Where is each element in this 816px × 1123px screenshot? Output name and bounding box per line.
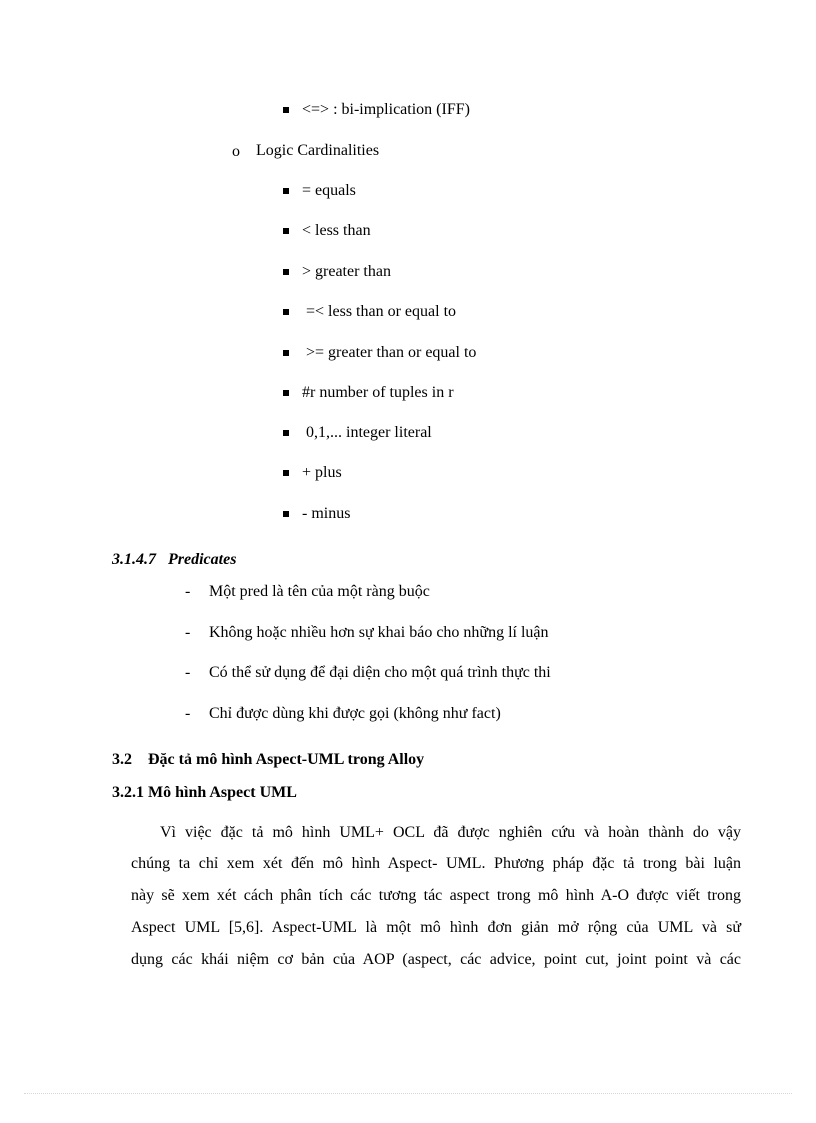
square-bullet-icon <box>283 390 289 396</box>
paragraph-line: dụng các khái niệm cơ bản của AOP (aspect, các advice, point cut, joint point và các <box>131 951 741 968</box>
predicate-item: Có thể sử dụng để đại diện cho một quá trình thực thi <box>209 664 551 681</box>
predicate-item: Chỉ được dùng khi được gọi (không như fact) <box>209 705 501 722</box>
list-item-cardinality: >= greater than or equal to <box>302 344 477 361</box>
list-item-cardinality: < less than <box>302 222 371 239</box>
dash-bullet: - <box>185 624 191 641</box>
list-item-cardinality: =< less than or equal to <box>302 303 457 320</box>
circle-bullet-icon: o <box>232 143 240 160</box>
paragraph-line: chúng ta chỉ xem xét đến mô hình Aspect- UML. Phương pháp đặc tả trong bài luận <box>131 855 741 872</box>
square-bullet-icon <box>283 107 289 113</box>
square-bullet-icon <box>283 228 289 234</box>
section-heading-predicates: 3.1.4.7 Predicates <box>112 551 237 568</box>
square-bullet-icon <box>283 350 289 356</box>
square-bullet-icon <box>283 470 289 476</box>
page-bottom-divider <box>24 1093 792 1094</box>
dash-bullet: - <box>185 705 191 722</box>
dash-bullet: - <box>185 664 191 681</box>
list-item-cardinality: + plus <box>302 464 342 481</box>
list-item-cardinality: #r number of tuples in r <box>302 384 454 401</box>
list-item-biimplication: <=> : bi-implication (IFF) <box>302 101 470 118</box>
list-item-cardinality: > greater than <box>302 263 391 280</box>
section-heading-3-2: 3.2 Đặc tả mô hình Aspect-UML trong Alloy <box>112 751 425 768</box>
paragraph-line: Vì việc đặc tả mô hình UML+ OCL đã được nghiên cứu và hoàn thành do vậy <box>160 824 741 841</box>
square-bullet-icon <box>283 269 289 275</box>
square-bullet-icon <box>283 309 289 315</box>
predicate-item: Không hoặc nhiều hơn sự khai báo cho những lí luận <box>209 624 549 641</box>
paragraph-line: này sẽ xem xét cách phân tích các tương tác aspect trong mô hình A-O được viết trong <box>131 887 741 904</box>
dash-bullet: - <box>185 583 191 600</box>
square-bullet-icon <box>283 511 289 517</box>
square-bullet-icon <box>283 430 289 436</box>
list-item-cardinality: 0,1,... integer literal <box>302 424 432 441</box>
square-bullet-icon <box>283 188 289 194</box>
predicate-item: Một pred là tên của một ràng buộc <box>209 583 430 600</box>
list-item-logic-cardinalities: Logic Cardinalities <box>256 142 380 159</box>
section-heading-3-2-1: 3.2.1 Mô hình Aspect UML <box>112 784 297 801</box>
list-item-cardinality: - minus <box>302 505 351 522</box>
list-item-cardinality: = equals <box>302 182 356 199</box>
paragraph-line: Aspect UML [5,6]. Aspect-UML là một mô hình đơn giản mở rộng của UML và sử <box>131 919 741 936</box>
